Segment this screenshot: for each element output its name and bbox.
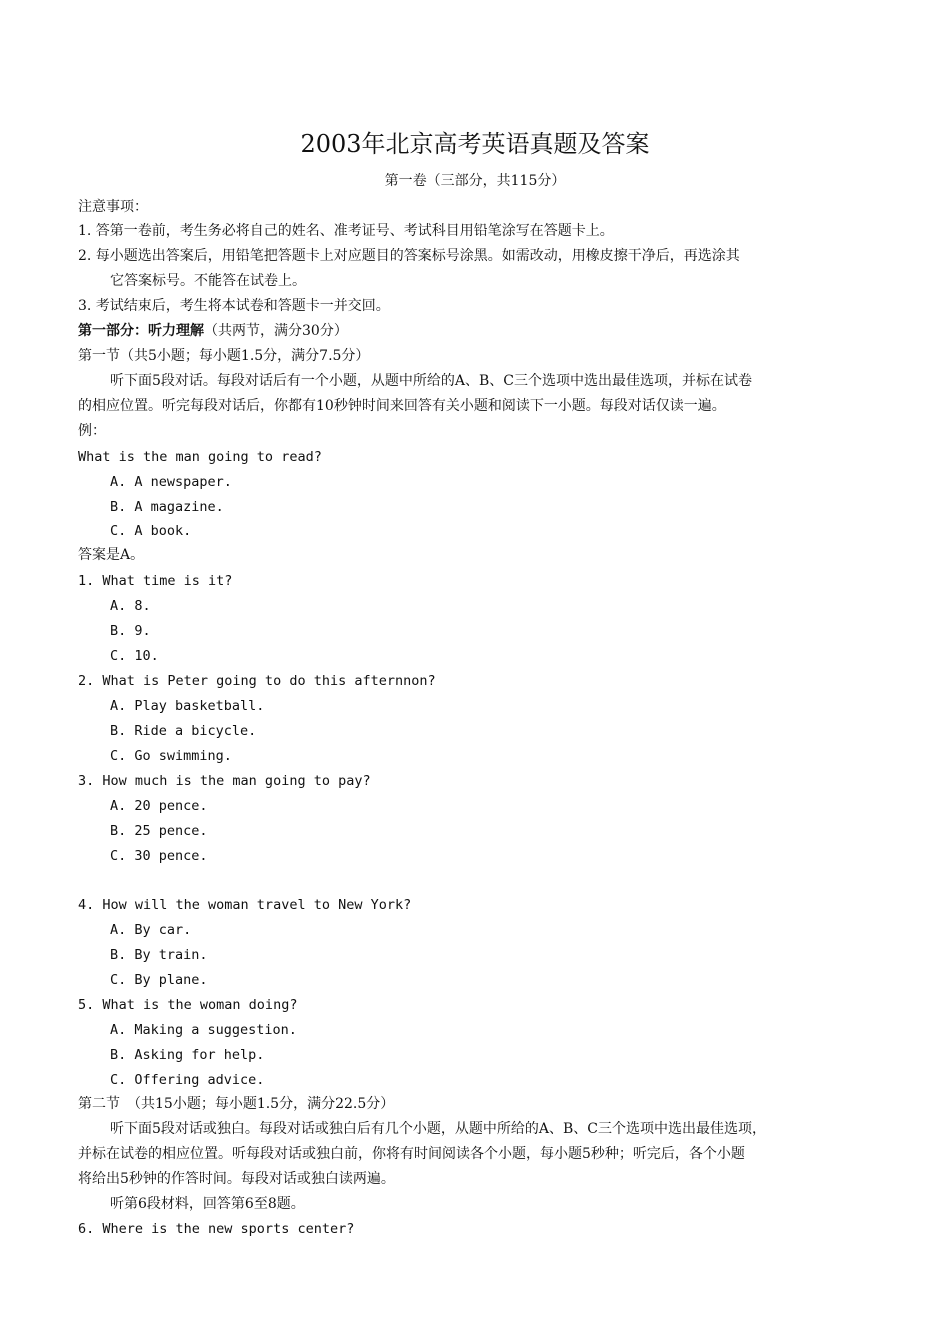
- question-6: 6. Where is the new sports center?: [78, 1221, 355, 1237]
- section2-instruction: 将给出5秒钟的作答时间。每段对话或独白读两遍。: [78, 1171, 395, 1187]
- section2-instruction: 听下面5段对话或独白。每段对话或独白后有几个小题，从题中所给的A、B、C三个选项中选出最佳选项，: [110, 1121, 767, 1137]
- material-note: 听第6段材料，回答第6至8题。: [110, 1196, 305, 1212]
- part1-heading-rest: （共两节，满分30分）: [204, 323, 348, 339]
- section1-instruction: 听下面5段对话。每段对话后有一个小题，从题中所给的A、B、C三个选项中选出最佳选项，并标在试卷: [110, 373, 753, 389]
- note-item-continued: 它答案标号。不能答在试卷上。: [110, 273, 306, 289]
- example-option: B. A magazine.: [110, 499, 224, 515]
- notes-heading: 注意事项：: [78, 199, 148, 215]
- question-option: A. By car.: [110, 922, 192, 938]
- section2-heading: 第二节 （共15小题；每小题1.5分，满分22.5分）: [78, 1096, 395, 1112]
- question-2: 2. What is Peter going to do this afternnon?: [78, 673, 436, 689]
- question-4: 4. How will the woman travel to New York?: [78, 897, 412, 913]
- question-option: C. Go swimming.: [110, 748, 232, 764]
- note-item: 2. 每小题选出答案后，用铅笔把答题卡上对应题目的答案标号涂黑。如需改动，用橡皮擦干净后，再选涂其: [78, 248, 740, 264]
- question-option: B. 9.: [110, 623, 151, 639]
- question-option: B. Asking for help.: [110, 1047, 265, 1063]
- question-1: 1. What time is it?: [78, 573, 233, 589]
- question-3: 3. How much is the man going to pay?: [78, 773, 371, 789]
- question-option: A. Play basketball.: [110, 698, 265, 714]
- question-option: C. By plane.: [110, 972, 208, 988]
- question-option: A. 8.: [110, 598, 151, 614]
- page-subtitle: 第一卷（三部分，共115分）: [384, 173, 566, 189]
- note-item: 1. 答第一卷前，考生务必将自己的姓名、准考证号、考试科目用铅笔涂写在答题卡上。: [78, 223, 614, 239]
- example-answer: 答案是A。: [78, 547, 145, 563]
- page-title: 2003年北京高考英语真题及答案: [300, 130, 650, 158]
- section1-heading: 第一节（共5小题；每小题1.5分，满分7.5分）: [78, 348, 370, 364]
- question-option: C. 10.: [110, 648, 159, 664]
- question-option: B. By train.: [110, 947, 208, 963]
- question-option: B. 25 pence.: [110, 823, 208, 839]
- example-label: 例：: [78, 423, 106, 439]
- question-option: C. 30 pence.: [110, 848, 208, 864]
- part1-heading-bold: 第一部分：听力理解: [78, 323, 204, 339]
- note-item: 3. 考试结束后，考生将本试卷和答题卡一并交回。: [78, 298, 390, 314]
- part1-heading: [78, 320, 348, 342]
- question-option: A. 20 pence.: [110, 798, 208, 814]
- section1-instruction: 的相应位置。听完每段对话后，你都有10秒钟时间来回答有关小题和阅读下一小题。每段对话仅读一遍。: [78, 398, 726, 414]
- example-question: What is the man going to read?: [78, 449, 322, 465]
- question-option: B. Ride a bicycle.: [110, 723, 257, 739]
- question-option: A. Making a suggestion.: [110, 1022, 297, 1038]
- question-5: 5. What is the woman doing?: [78, 997, 298, 1013]
- example-option: C. A book.: [110, 523, 192, 539]
- section2-instruction: 并标在试卷的相应位置。听每段对话或独白前，你将有时间阅读各个小题，每小题5秒种；听完后，各个小题: [78, 1146, 745, 1162]
- question-option: C. Offering advice.: [110, 1072, 265, 1088]
- example-option: A. A newspaper.: [110, 474, 232, 490]
